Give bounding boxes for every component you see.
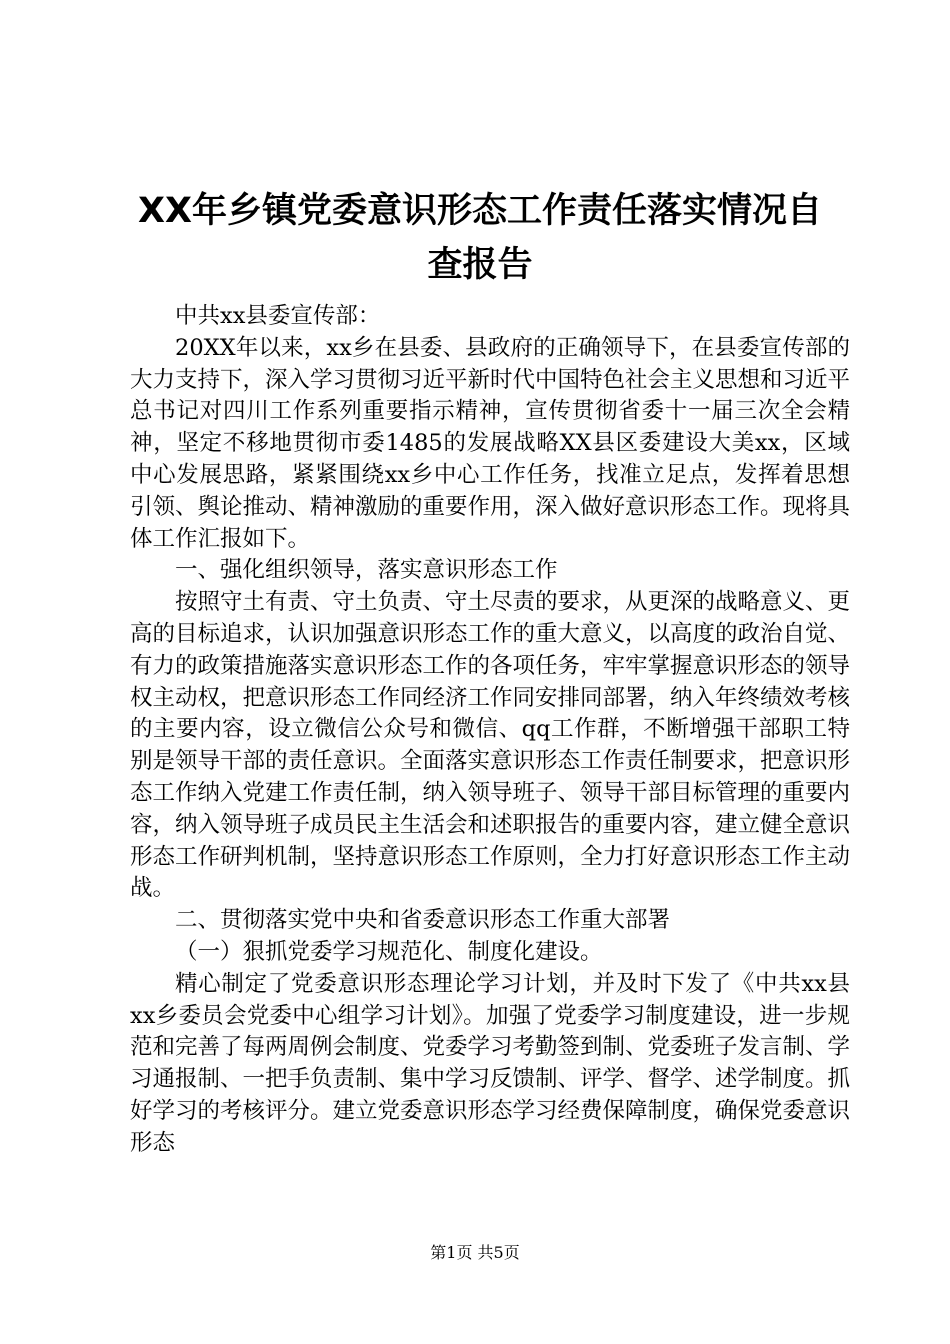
document-title-line-1: XX年乡镇党委意识形态工作责任落实情况自 — [138, 191, 822, 231]
paragraph-subsection-1: 精心制定了党委意识形态理论学习计划，并及时下发了《中共xx县xx乡委员会党委中心组学习计划》。加强了党委学习制度建设，进一步规范和完善了每两周例会制度、党委学习考勤签到制、党委班子发言制、学习通报制、一把手负责制、集中学习反馈制、评学、督学、述学制度。抓好学习的考核评分。建立党委意识形态学习经费保障制度，确保党委意识形态 — [130, 970, 851, 1156]
subsection-heading-1: （一）狠抓党委学习规范化、制度化建设。 — [175, 938, 603, 965]
paragraph-section-1: 按照守土有责、守土负责、守土尽责的要求，从更深的战略意义、更高的目标追求，认识加强意识形态工作的重大意义，以高度的政治自觉、有力的政策措施落实意识形态工作的各项任务，牢牢掌握意识形态的领导权主动权，把意识形态工作同经济工作同安排同部署，纳入年终绩效考核的主要内容，设立微信公众号和微信、qq工作群，不断增强干部职工特别是领导干部的责任意识。全面落实意识形态工作责任制要求，把意识形态工作纳入党建工作责任制，纳入领导班子、领导干部目标管理的重要内容，纳入领导班子成员民主生活会和述职报告的重要内容，建立健全意识形态工作研判机制，坚持意识形态工作原则，全力打好意识形态工作主动战。 — [130, 589, 851, 902]
document-body — [130, 301, 850, 1160]
section-heading-1: 一、强化组织领导，落实意识形态工作 — [175, 557, 558, 584]
paragraph-intro: 20XX年以来，xx乡在县委、县政府的正确领导下，在县委宣传部的大力支持下，深入学习贯彻习近平新时代中国特色社会主义思想和习近平总书记对四川工作系列重要指示精神，宣传贯彻省委十一届三次全会精神，坚定不移地贯彻市委1485的发展战略XX县区委建设大美xx，区域中心发展思路，紧紧围绕xx乡中心工作任务，找准立足点，发挥着思想引领、舆论推动、精神激励的重要作用，深入做好意识形态工作。现将具体工作汇报如下。 — [130, 334, 851, 552]
document-title-line-2: 查报告 — [427, 245, 533, 285]
page-footer: 第1页 共5页 — [430, 1243, 520, 1262]
section-heading-2: 二、贯彻落实党中央和省委意识形态工作重大部署 — [175, 907, 671, 934]
salutation: 中共xx县委宣传部： — [175, 303, 381, 329]
